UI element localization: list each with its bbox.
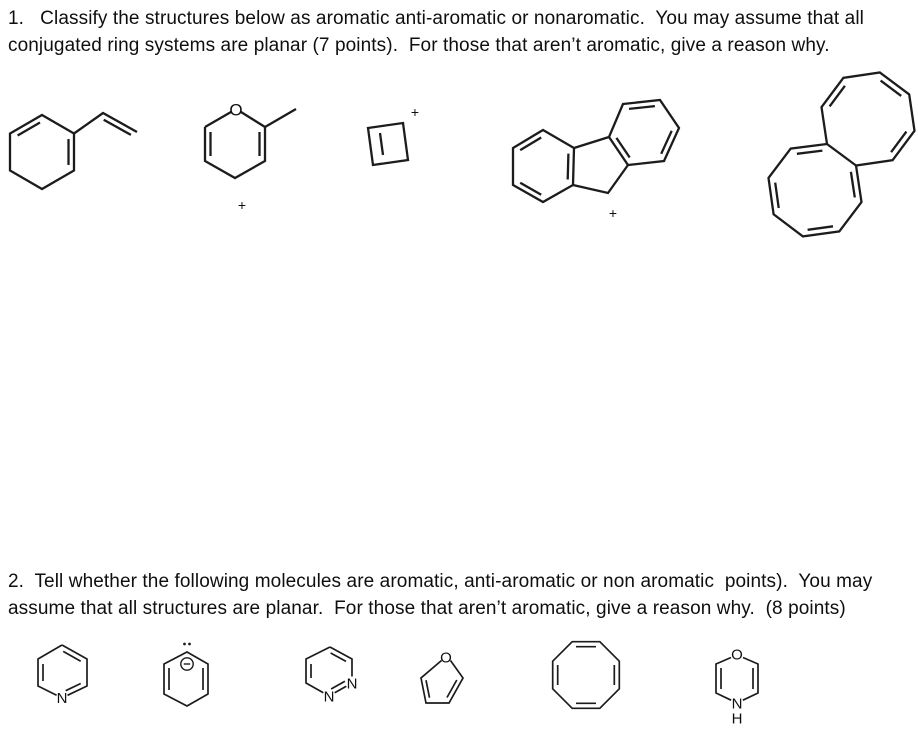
nitrogen-label: N bbox=[323, 688, 335, 706]
hydrogen-label: H bbox=[731, 710, 743, 728]
plus-charge: + bbox=[410, 104, 420, 120]
structure-cyclooctatetraene bbox=[545, 635, 630, 720]
plus-charge: + bbox=[237, 197, 247, 213]
oxygen-label: O bbox=[229, 100, 243, 120]
nitrogen-label: N bbox=[731, 695, 743, 713]
structure-pyridazine bbox=[298, 640, 364, 712]
structure-cyclobutenyl-cation bbox=[360, 103, 425, 173]
structure-vinyl-cyclohexadiene bbox=[5, 105, 140, 200]
structure-octalene bbox=[760, 70, 918, 240]
question1-line1: 1. Classify the structures below as aromatic anti-aromatic or nonaromatic. You may assume that all bbox=[8, 8, 864, 29]
question1-line2: conjugated ring systems are planar (7 points). For those that aren’t aromatic, give a reason why. bbox=[8, 35, 830, 56]
oxygen-label: O bbox=[440, 649, 452, 667]
oxygen-label: O bbox=[731, 646, 743, 664]
structure-fluorenyl-cation bbox=[505, 95, 690, 220]
structure-oxazine-nh bbox=[705, 640, 775, 730]
lone-pair-dots bbox=[188, 643, 191, 646]
question2-line2: assume that all structures are planar. For those that aren’t aromatic, give a reason why. (8 points) bbox=[8, 598, 846, 619]
nitrogen-label: N bbox=[56, 690, 68, 707]
lone-pair-dots bbox=[183, 643, 186, 646]
structure-methyl-pyranyl-cation bbox=[200, 100, 300, 212]
circled-minus-charge bbox=[181, 658, 193, 670]
structure-cyclohexadienyl-anion bbox=[155, 635, 220, 717]
nitrogen-label: N bbox=[346, 675, 358, 693]
question2-line1: 2. Tell whether the following molecules are aromatic, anti-aromatic or non aromatic points). You may bbox=[8, 571, 873, 592]
structure-pyridine bbox=[30, 640, 100, 710]
plus-charge: + bbox=[608, 205, 618, 221]
structure-furan bbox=[415, 645, 471, 709]
